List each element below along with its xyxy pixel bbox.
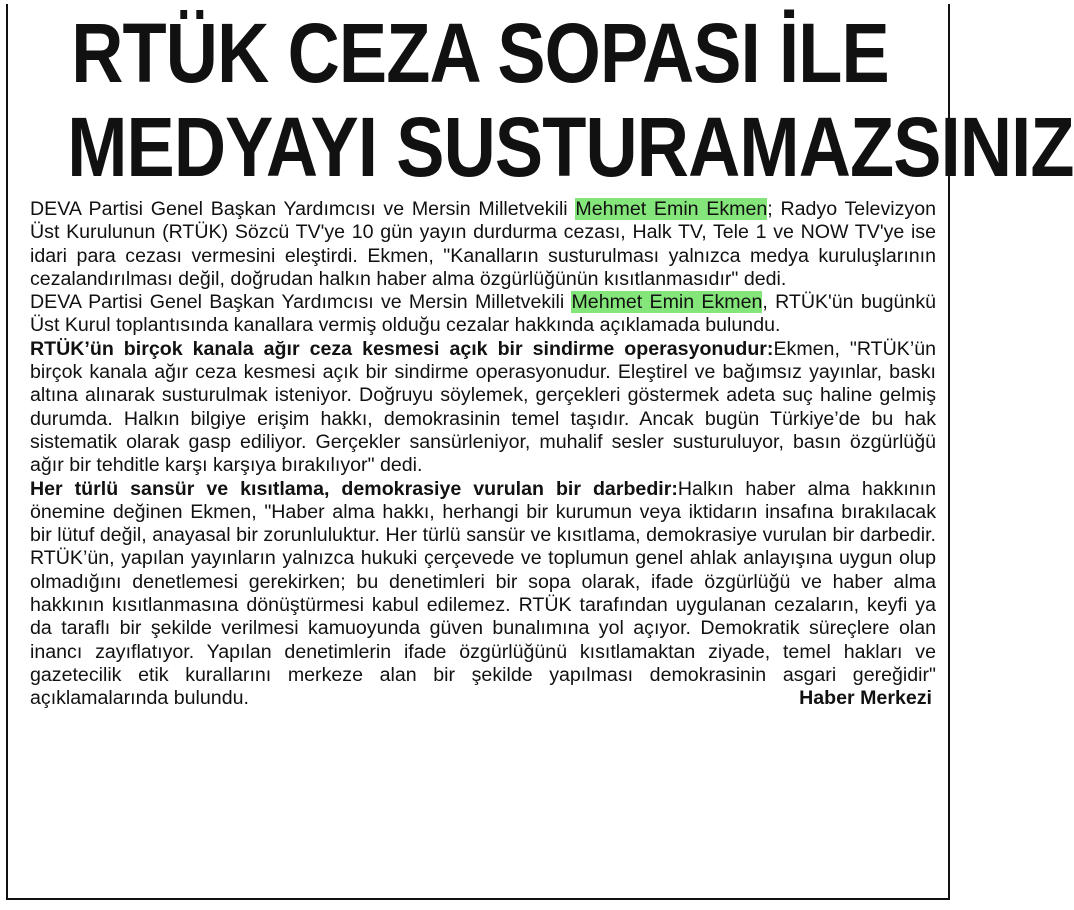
byline: Haber Merkezi bbox=[799, 687, 932, 710]
intro-text-before: DEVA Partisi Genel Başkan Yardımcısı ve Mersin Milletvekili bbox=[30, 198, 576, 220]
highlighted-name: Mehmet Emin Ekmen bbox=[575, 198, 768, 220]
subheading-sindirme: RTÜK’ün birçok kanala ağır ceza kesmesi açık bir sindirme operasyonudur: bbox=[30, 337, 774, 360]
headline bbox=[0, 6, 1074, 194]
paragraph-intro bbox=[30, 198, 936, 291]
sansur-text: Halkın haber alma hakkının önemine değinen Ekmen, "Haber alma hakkı, herhangi bir kurumun veya iktidarın insafına bırakılacak bir lütuf değil, anayasal bir zorunluluktur. Her türlü sansür ve kısıtlama, demokrasiye vurulan bir darbedir. RTÜK’ün, yapılan yayınların yalnızca hukuki çerçevede ve toplumun genel ahlak anlayışına uygun olup olmadığını denetlemesi gerekirken; bu denetimleri bir sopa olarak, ifade özgürlüğü ve haber alma hakkının kısıtlanmasına dönüştürmesi kabul edilemez. RTÜK tarafından uygulanan cezaların, keyfi ya da taraflı bir şekilde verilmesi kamuoyunda güven bunalımına yol açıyor. Demokratik süreçlere olan inancı zayıflatıyor. Yapılan denetimlerin ifade özgürlüğünü kısıtlamaktan ziyade, temel hakları ve gazetecilik etik kurallarını merkeze alan bir şekilde yapılması demokrasinin asgari gereğidir" açıklamalarında bulundu. bbox=[30, 477, 936, 710]
highlighted-name: Mehmet Emin Ekmen bbox=[571, 291, 763, 314]
headline-line-1: RTÜK CEZA SOPASI İLE bbox=[71, 6, 889, 100]
intro-text-after: ; Radyo Televizyon Üst Kurulunun (RTÜK) Sözcü TV'ye 10 gün yayın durdurma cezası, Halk TV, Tele 1 ve NOW TV'ye ise idari para cezası vermesini eleştirdi. Ekmen, "Kanalların susturulması yalnızca medya kuruluşlarının cezalandırılması değil, doğrudan halkın haber alma özgürlüğünün kısıtlanmasıdır" dedi. bbox=[30, 198, 936, 290]
paragraph-sindirme bbox=[30, 338, 936, 478]
second-text-before: DEVA Partisi Genel Başkan Yardımcısı ve Mersin Milletvekili bbox=[30, 291, 572, 314]
second-text-after: , RTÜK'ün bugünkü Üst Kurul toplantısında kanallara vermiş olduğu cezalar hakkında açıklamada bulundu. bbox=[30, 291, 937, 337]
sindirme-text: Ekmen, "RTÜK’ün birçok kanala ağır ceza kesmesi açık bir sindirme operasyonudur. Eleştirel ve bağımsız yayınlar, baskı altına alınarak susturulmak isteniyor. Doğruyu söylemek, gerçekleri göstermek adeta suç haline gelmiş durumda. Halkın bilgiye erişim hakkı, demokrasinin temel taşıdır. Ancak bugün Türkiye’de bu hak sistematik olarak gasp ediliyor. Gerçekler sansürleniyor, muhalif sesler susturuluyor, basın özgürlüğü ağır bir tehditle karşı karşıya bırakılıyor" dedi. bbox=[30, 337, 936, 477]
paragraph-sansur bbox=[30, 478, 936, 711]
subheading-sansur: Her türlü sansür ve kısıtlama, demokrasiye vurulan bir darbedir: bbox=[30, 477, 678, 500]
headline-line-2: MEDYAYI SUSTURAMAZSINIZ bbox=[67, 100, 1074, 194]
paragraph-second bbox=[30, 291, 936, 338]
article-body bbox=[30, 198, 936, 711]
